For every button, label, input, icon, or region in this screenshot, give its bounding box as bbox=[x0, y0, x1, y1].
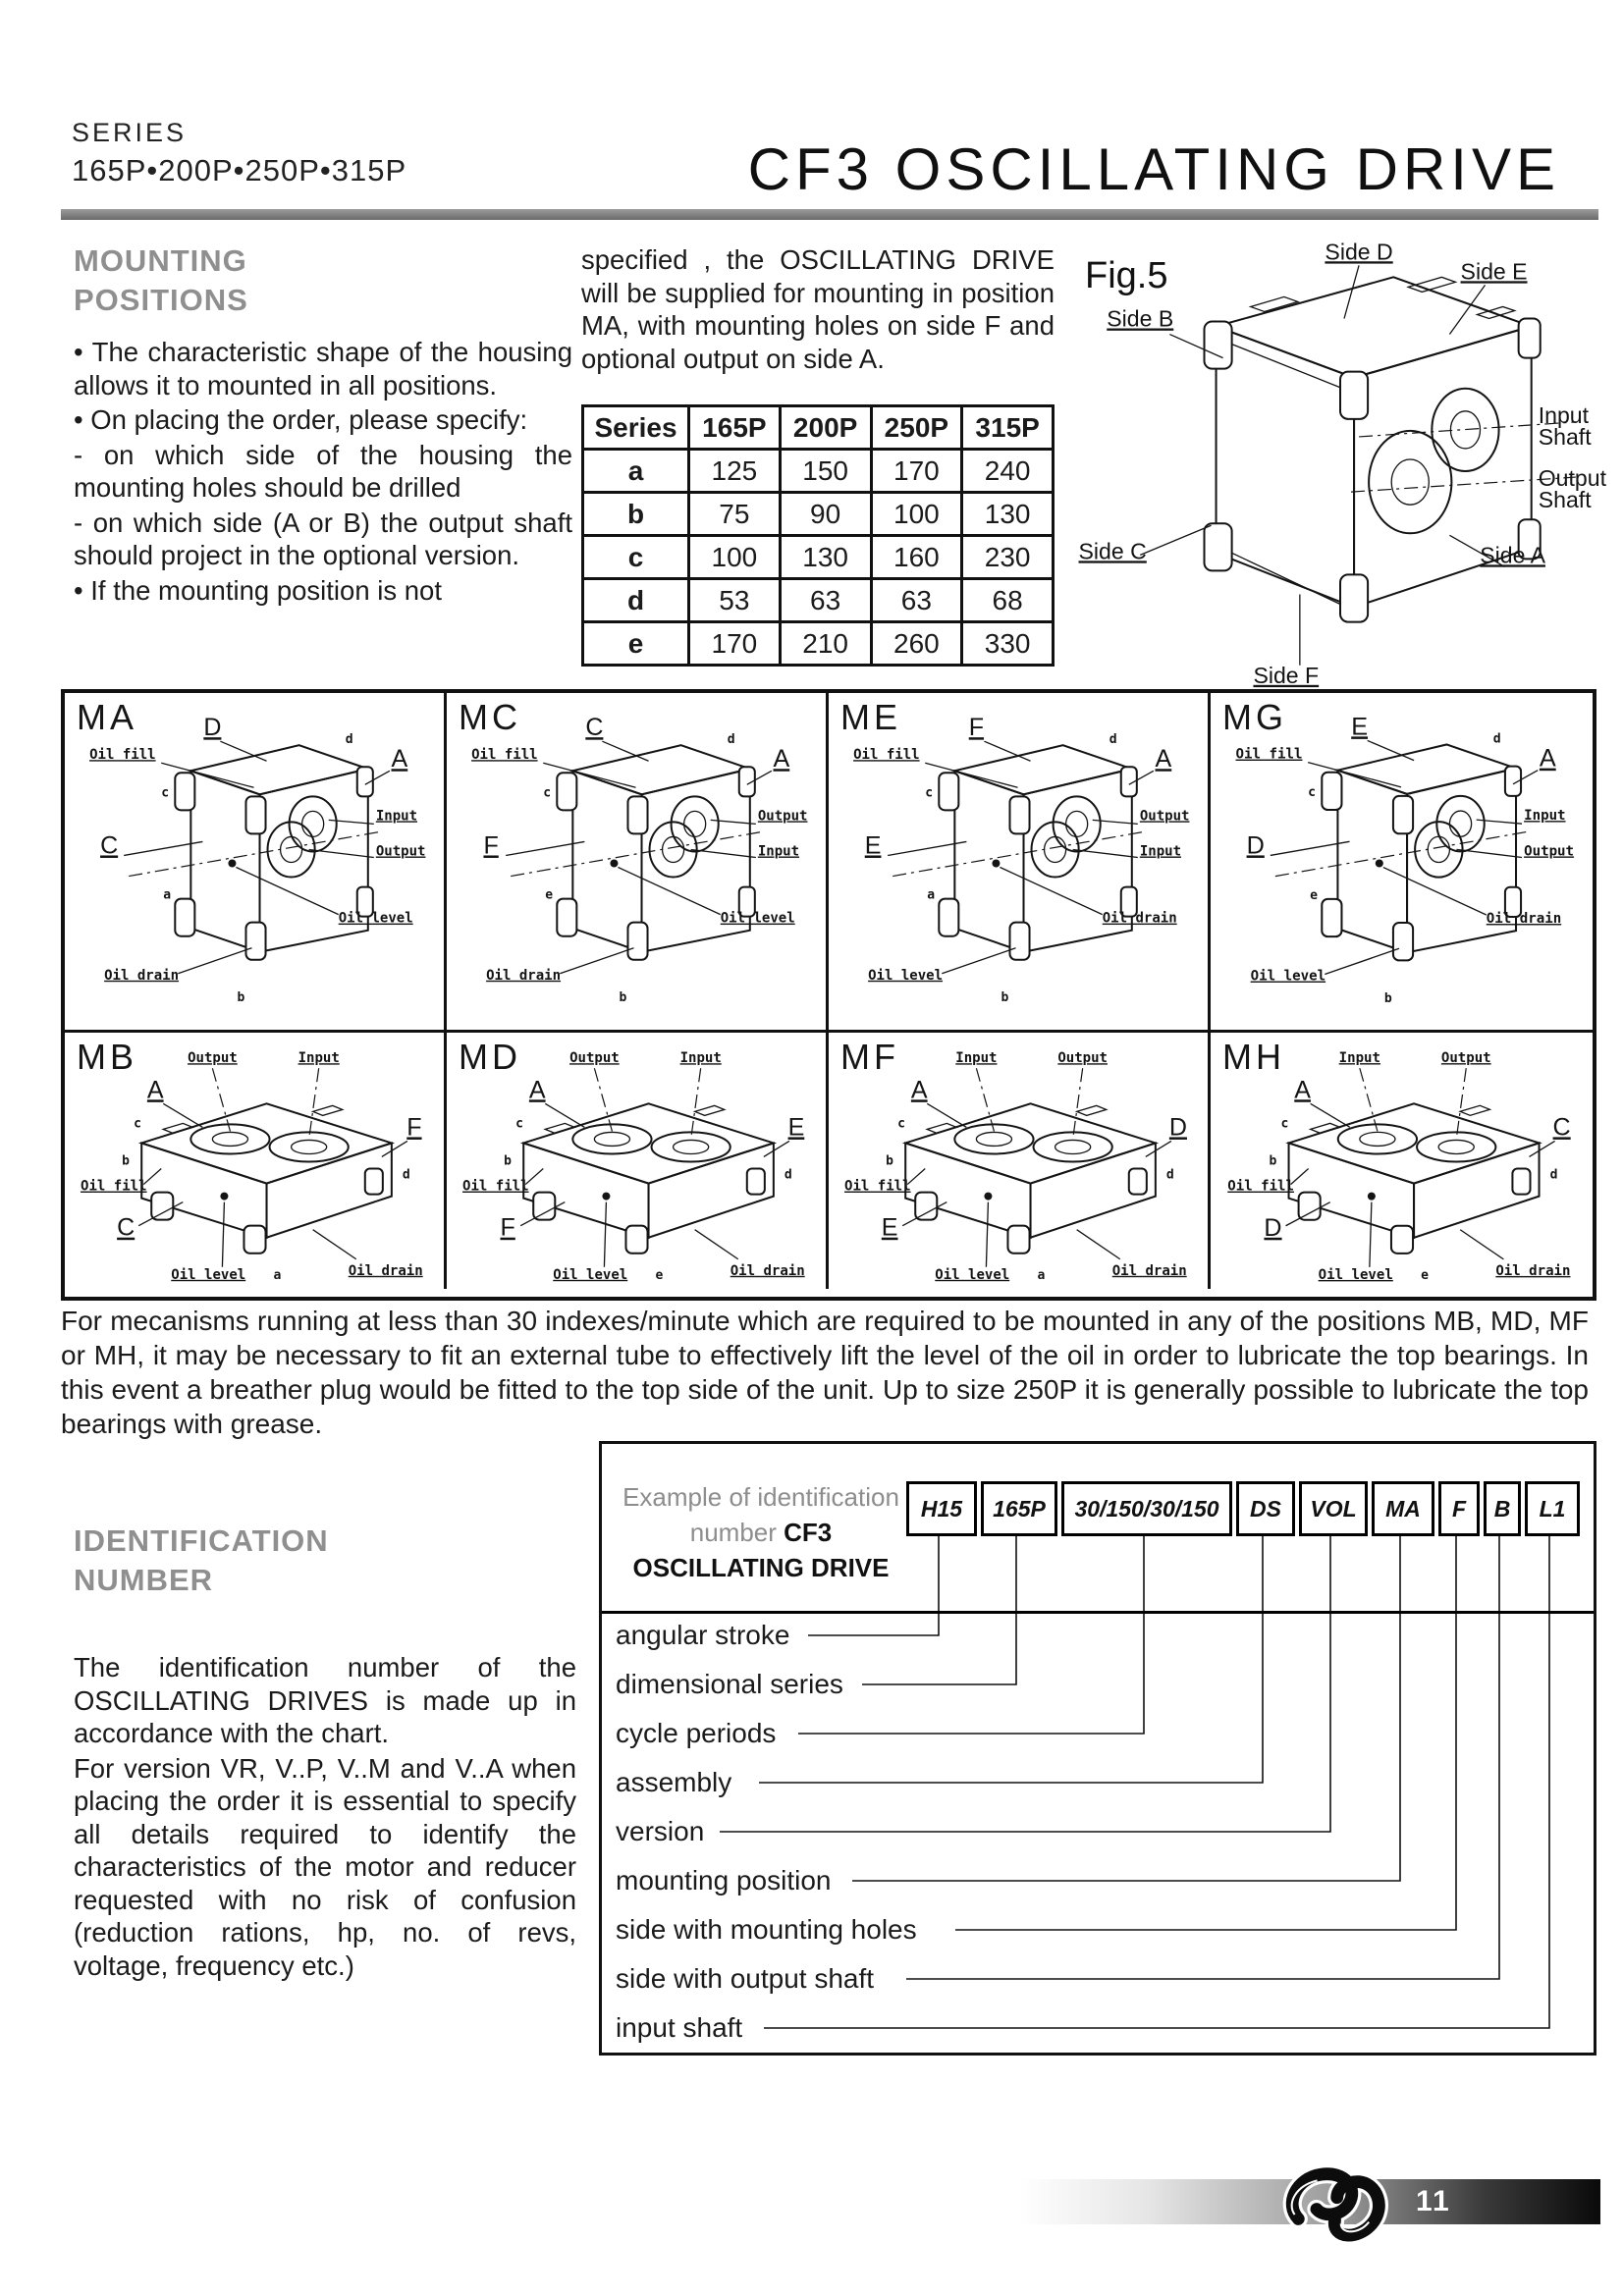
mounting-paragraph: • The characteristic shape of the housing allows it to mounted in all positions. bbox=[74, 337, 572, 400]
table-row bbox=[583, 450, 1054, 493]
table-cell: 150 bbox=[780, 450, 871, 493]
top-left-shaft-label: Input bbox=[955, 1050, 998, 1067]
field-label: assembly bbox=[616, 1767, 732, 1797]
code-box: H15 bbox=[906, 1481, 977, 1536]
oil-drain-label: Oil drain bbox=[348, 1262, 423, 1279]
output-shaft-circle bbox=[1369, 431, 1451, 533]
table-cell: 210 bbox=[780, 622, 871, 666]
table-cell: 100 bbox=[689, 536, 781, 579]
position-cell-ma bbox=[65, 693, 447, 1033]
side-b-label: Side B bbox=[1107, 305, 1174, 332]
position-cell-me bbox=[829, 693, 1211, 1033]
dim-letter-c: c bbox=[1280, 1116, 1289, 1132]
oil-drain-label: Oil drain bbox=[486, 967, 562, 984]
table-cell: 170 bbox=[871, 450, 962, 493]
side-f-label: Side F bbox=[1253, 662, 1320, 688]
oil-drain-label: Oil drain bbox=[104, 967, 180, 984]
dim-letter-bottom: b bbox=[1001, 989, 1009, 1005]
dim-letter-e: e bbox=[545, 887, 554, 903]
field-label: side with output shaft bbox=[616, 1963, 875, 1994]
top-side-letter: C bbox=[585, 714, 604, 742]
oil-fill-label: Oil fill bbox=[844, 1178, 911, 1195]
dim-letter-bottom: a bbox=[273, 1267, 282, 1283]
dim-letter-bottom: e bbox=[655, 1267, 664, 1283]
position-name: MD bbox=[459, 1037, 521, 1077]
identification-section bbox=[74, 1522, 576, 1984]
lower-shaft-label: Input bbox=[757, 843, 800, 860]
code-box: 30/150/30/150 bbox=[1061, 1481, 1232, 1536]
position-drawing bbox=[1211, 693, 1593, 1030]
input-shaft-label-1: Input bbox=[1538, 401, 1590, 428]
left-side-letter: E bbox=[864, 831, 882, 860]
oil-drain-label: Oil drain bbox=[1111, 1262, 1187, 1279]
side-a-label: Side A bbox=[1480, 542, 1545, 568]
identification-heading-line1: IDENTIFICATION bbox=[74, 1523, 329, 1558]
field-label: dimensional series bbox=[616, 1669, 843, 1699]
id-caption-line1: Example of identification bbox=[622, 1482, 899, 1512]
position-name: MB bbox=[77, 1037, 137, 1077]
table-cell: 130 bbox=[780, 536, 871, 579]
dim-letter-d: d bbox=[1492, 731, 1501, 747]
mounting-paragraph: - on which side (A or B) the output shaft should project in the optional version. bbox=[74, 507, 572, 570]
identification-heading-line2: NUMBER bbox=[74, 1563, 214, 1597]
position-name: MC bbox=[459, 697, 521, 737]
oil-drain-label: Oil drain bbox=[1495, 1262, 1571, 1279]
table-cell: 68 bbox=[962, 579, 1054, 622]
side-letter: D bbox=[1264, 1213, 1282, 1242]
side-a-letter: A bbox=[1539, 744, 1556, 773]
identification-paragraph: For version VR, V..P, V..M and V..A when placing the order it is essential to specify all details required to identify the characteristics of the motor and reducer requested with no risk of confusion (reduction rations, hp, no. of revs, voltage, frequency etc.) bbox=[74, 1752, 576, 1981]
dim-letter-b: b bbox=[1269, 1153, 1277, 1169]
right-side-letter: F bbox=[406, 1113, 422, 1142]
top-right-shaft-label: Output bbox=[1057, 1050, 1108, 1067]
table-header-cell: 200P bbox=[780, 406, 871, 450]
oil-fill-label: Oil fill bbox=[1235, 746, 1303, 763]
top-side-letter: D bbox=[203, 714, 222, 742]
dim-letter-c: c bbox=[161, 785, 170, 801]
oil-level-label: Oil level bbox=[720, 910, 795, 927]
dim-letter-d: d bbox=[345, 732, 353, 748]
oil-fill-label: Oil fill bbox=[89, 747, 156, 764]
code-box: DS bbox=[1236, 1481, 1295, 1536]
top-side-letter: E bbox=[1351, 713, 1369, 741]
output-shaft-label-2: Shaft bbox=[1538, 487, 1592, 513]
table-cell: 75 bbox=[689, 493, 781, 536]
code-box: VOL bbox=[1299, 1481, 1368, 1536]
code-box: B bbox=[1484, 1481, 1521, 1536]
position-cell-mb bbox=[65, 1033, 447, 1289]
right-side-letter: C bbox=[1552, 1113, 1571, 1142]
table-row bbox=[583, 493, 1054, 536]
table-row-label: a bbox=[583, 450, 689, 493]
side-a-letter: A bbox=[1155, 745, 1172, 774]
oil-level-label: Oil level bbox=[935, 1266, 1010, 1283]
side-letter: F bbox=[500, 1213, 515, 1242]
side-a-letter: A bbox=[391, 745, 408, 774]
position-name: MA bbox=[77, 697, 137, 737]
lower-shaft-label: Output bbox=[1524, 843, 1575, 860]
top-left-shaft-label: Output bbox=[569, 1050, 620, 1067]
mounting-continuation: specified , the OSCILLATING DRIVE will be supplied for mounting in position MA, with mounting holes on side F and optional output on side A. bbox=[581, 244, 1055, 374]
page-title: CF3 OSCILLATING DRIVE bbox=[747, 136, 1560, 202]
oil-level-label: Oil level bbox=[1318, 1266, 1393, 1283]
code-box: F bbox=[1438, 1481, 1480, 1536]
right-side-letter: E bbox=[787, 1113, 805, 1142]
position-cell-mc bbox=[447, 693, 829, 1033]
dim-letter-d: d bbox=[402, 1167, 410, 1183]
id-caption bbox=[614, 1479, 908, 1585]
dim-letter-c: c bbox=[925, 785, 934, 801]
code-box: L1 bbox=[1525, 1481, 1580, 1536]
side-a-letter: A bbox=[146, 1076, 164, 1104]
dim-letter-bottom: b bbox=[619, 989, 627, 1005]
oil-fill-label: Oil fill bbox=[462, 1178, 529, 1195]
field-label: version bbox=[616, 1816, 705, 1846]
mounting-section bbox=[74, 241, 572, 609]
table-header-cell: 315P bbox=[962, 406, 1054, 450]
field-label: mounting position bbox=[616, 1865, 832, 1896]
right-side-letter: D bbox=[1168, 1113, 1187, 1142]
oil-level-label: Oil level bbox=[171, 1266, 246, 1283]
oil-drain-label: Oil drain bbox=[1486, 911, 1562, 928]
upper-shaft-label: Output bbox=[757, 808, 808, 825]
mounting-paragraph: • On placing the order, please specify: bbox=[74, 404, 528, 435]
top-right-shaft-label: Input bbox=[298, 1050, 340, 1067]
dim-letter-bottom: a bbox=[1037, 1267, 1046, 1283]
table-row bbox=[583, 536, 1054, 579]
table-header-cell: 165P bbox=[689, 406, 781, 450]
dim-letter-b: b bbox=[504, 1153, 512, 1169]
top-right-shaft-label: Output bbox=[1440, 1050, 1491, 1067]
fig5-caption: Fig.5 bbox=[1085, 255, 1168, 296]
table-cell: 125 bbox=[689, 450, 781, 493]
position-name: ME bbox=[840, 697, 901, 737]
id-caption-code: CF3 bbox=[784, 1518, 833, 1547]
field-label: side with mounting holes bbox=[616, 1914, 917, 1945]
position-cell-mh bbox=[1211, 1033, 1593, 1289]
position-cell-md bbox=[447, 1033, 829, 1289]
table-cell: 230 bbox=[962, 536, 1054, 579]
table-cell: 330 bbox=[962, 622, 1054, 666]
mounting-paragraph: - on which side of the housing the mounting holes should be drilled bbox=[74, 439, 572, 503]
table-cell: 170 bbox=[689, 622, 781, 666]
table-cell: 260 bbox=[871, 622, 962, 666]
mounting-heading-line1: MOUNTING bbox=[74, 243, 247, 278]
dim-letter-e: e bbox=[1310, 887, 1319, 903]
table-cell: 53 bbox=[689, 579, 781, 622]
output-shaft-label-1: Output bbox=[1538, 465, 1607, 492]
dim-letter-d: d bbox=[1165, 1167, 1174, 1183]
oil-fill-label: Oil fill bbox=[1227, 1178, 1294, 1195]
oil-fill-label: Oil fill bbox=[471, 747, 538, 764]
side-c-label: Side C bbox=[1078, 538, 1147, 564]
table-header-cell: Series bbox=[583, 406, 689, 450]
dim-letter-c: c bbox=[543, 785, 552, 801]
lubrication-note: For mecanisms running at less than 30 indexes/minute which are required to be mounted in any of the positions MB, MD, MF or MH, it may be necessary to fit an external tube to effectively lift the level of the oil in order to lubricate the top bearings. In this event a breather plug would be fitted to the top side of the unit. Up to size 250P it is generally possible to lubricate the top bearings with grease. bbox=[61, 1306, 1589, 1439]
oil-drain-label: Oil drain bbox=[1102, 910, 1177, 927]
oil-level-label: Oil level bbox=[338, 910, 413, 927]
side-e-label: Side E bbox=[1460, 258, 1528, 285]
dim-letter-d: d bbox=[1549, 1167, 1558, 1183]
position-name: MH bbox=[1222, 1037, 1285, 1077]
side-letter: C bbox=[117, 1213, 135, 1242]
dim-letter-a: a bbox=[927, 887, 936, 903]
mounting-continuation-column bbox=[581, 243, 1055, 667]
dim-letter-d: d bbox=[1109, 732, 1117, 748]
dim-letter-a: a bbox=[163, 887, 172, 903]
top-left-shaft-label: Output bbox=[188, 1050, 238, 1067]
side-letter: E bbox=[881, 1213, 898, 1242]
dimensions-table bbox=[581, 404, 1055, 667]
upper-shaft-label: Input bbox=[1524, 808, 1566, 825]
page-number: 11 bbox=[1416, 2185, 1451, 2217]
dim-letter-c: c bbox=[134, 1116, 142, 1132]
input-shaft-label-2: Shaft bbox=[1538, 423, 1592, 450]
left-side-letter: C bbox=[100, 831, 119, 860]
mounting-heading bbox=[74, 241, 572, 320]
position-cell-mf bbox=[829, 1033, 1211, 1289]
upper-shaft-label: Output bbox=[1139, 808, 1190, 825]
mounting-heading-line2: POSITIONS bbox=[74, 283, 248, 317]
table-cell: 130 bbox=[962, 493, 1054, 536]
dim-letter-c: c bbox=[515, 1116, 524, 1132]
lower-shaft-label: Output bbox=[375, 843, 426, 860]
oil-level-label: Oil level bbox=[553, 1266, 628, 1283]
table-header-cell: 250P bbox=[871, 406, 962, 450]
id-caption-number: number bbox=[689, 1518, 784, 1547]
code-box: 165P bbox=[981, 1481, 1057, 1536]
lower-shaft-label: Input bbox=[1139, 843, 1182, 860]
table-cell: 63 bbox=[871, 579, 962, 622]
table-cell: 63 bbox=[780, 579, 871, 622]
dim-letter-bottom: e bbox=[1421, 1267, 1429, 1283]
top-left-shaft-label: Input bbox=[1338, 1050, 1380, 1067]
mounting-positions-grid bbox=[61, 689, 1596, 1301]
identification-paragraph: The identification number of the OSCILLATING DRIVES is made up in accordance with the chart. bbox=[74, 1652, 576, 1748]
mounting-paragraph: • If the mounting position is not bbox=[74, 574, 442, 606]
side-a-letter: A bbox=[910, 1076, 928, 1104]
top-side-letter: F bbox=[968, 714, 985, 742]
position-drawing bbox=[447, 693, 826, 1030]
table-cell: 240 bbox=[962, 450, 1054, 493]
brand-logo-icon bbox=[1272, 2154, 1402, 2244]
top-right-shaft-label: Input bbox=[679, 1050, 722, 1067]
series-models: 165P•200P•250P•315P bbox=[72, 153, 407, 187]
position-cell-mg bbox=[1211, 693, 1593, 1033]
table-cell: 90 bbox=[780, 493, 871, 536]
header-rule bbox=[61, 209, 1598, 220]
dim-letter-b: b bbox=[886, 1153, 893, 1169]
side-a-letter: A bbox=[773, 745, 790, 774]
table-cell: 160 bbox=[871, 536, 962, 579]
dim-letter-c: c bbox=[897, 1116, 906, 1132]
oil-level-label: Oil level bbox=[1250, 968, 1326, 985]
id-caption-line3: OSCILLATING DRIVE bbox=[632, 1553, 890, 1582]
table-row-label: d bbox=[583, 579, 689, 622]
oil-level-label: Oil level bbox=[868, 967, 944, 984]
upper-shaft-label: Input bbox=[375, 808, 418, 825]
position-name: MG bbox=[1222, 697, 1287, 737]
dim-letter-c: c bbox=[1308, 784, 1317, 800]
side-a-letter: A bbox=[528, 1076, 546, 1104]
left-side-letter: D bbox=[1246, 831, 1265, 860]
dim-letter-d: d bbox=[727, 732, 735, 748]
field-label: angular stroke bbox=[616, 1620, 790, 1650]
fig5 bbox=[1063, 228, 1615, 691]
dim-letter-d: d bbox=[784, 1167, 792, 1183]
table-row-label: e bbox=[583, 622, 689, 666]
table-row-label: c bbox=[583, 536, 689, 579]
oil-drain-label: Oil drain bbox=[730, 1262, 805, 1279]
dim-letter-bottom: b bbox=[237, 989, 245, 1005]
table-row bbox=[583, 622, 1054, 666]
table-row-label: b bbox=[583, 493, 689, 536]
oil-fill-label: Oil fill bbox=[853, 747, 920, 764]
dim-letter-b: b bbox=[122, 1153, 130, 1169]
position-name: MF bbox=[840, 1037, 899, 1077]
side-a-letter: A bbox=[1294, 1076, 1311, 1104]
field-label: input shaft bbox=[616, 2012, 743, 2043]
position-drawing bbox=[65, 693, 444, 1030]
field-label: cycle periods bbox=[616, 1718, 777, 1748]
table-cell: 100 bbox=[871, 493, 962, 536]
left-side-letter: F bbox=[483, 831, 499, 860]
oil-fill-label: Oil fill bbox=[81, 1178, 147, 1195]
identification-heading bbox=[74, 1522, 576, 1600]
identification-chart bbox=[599, 1441, 1596, 2056]
table-row bbox=[583, 579, 1054, 622]
series-label: SERIES bbox=[72, 118, 188, 147]
side-d-label: Side D bbox=[1325, 239, 1393, 265]
position-drawing bbox=[829, 693, 1208, 1030]
dim-letter-bottom: b bbox=[1383, 990, 1392, 1006]
code-box: MA bbox=[1372, 1481, 1434, 1536]
